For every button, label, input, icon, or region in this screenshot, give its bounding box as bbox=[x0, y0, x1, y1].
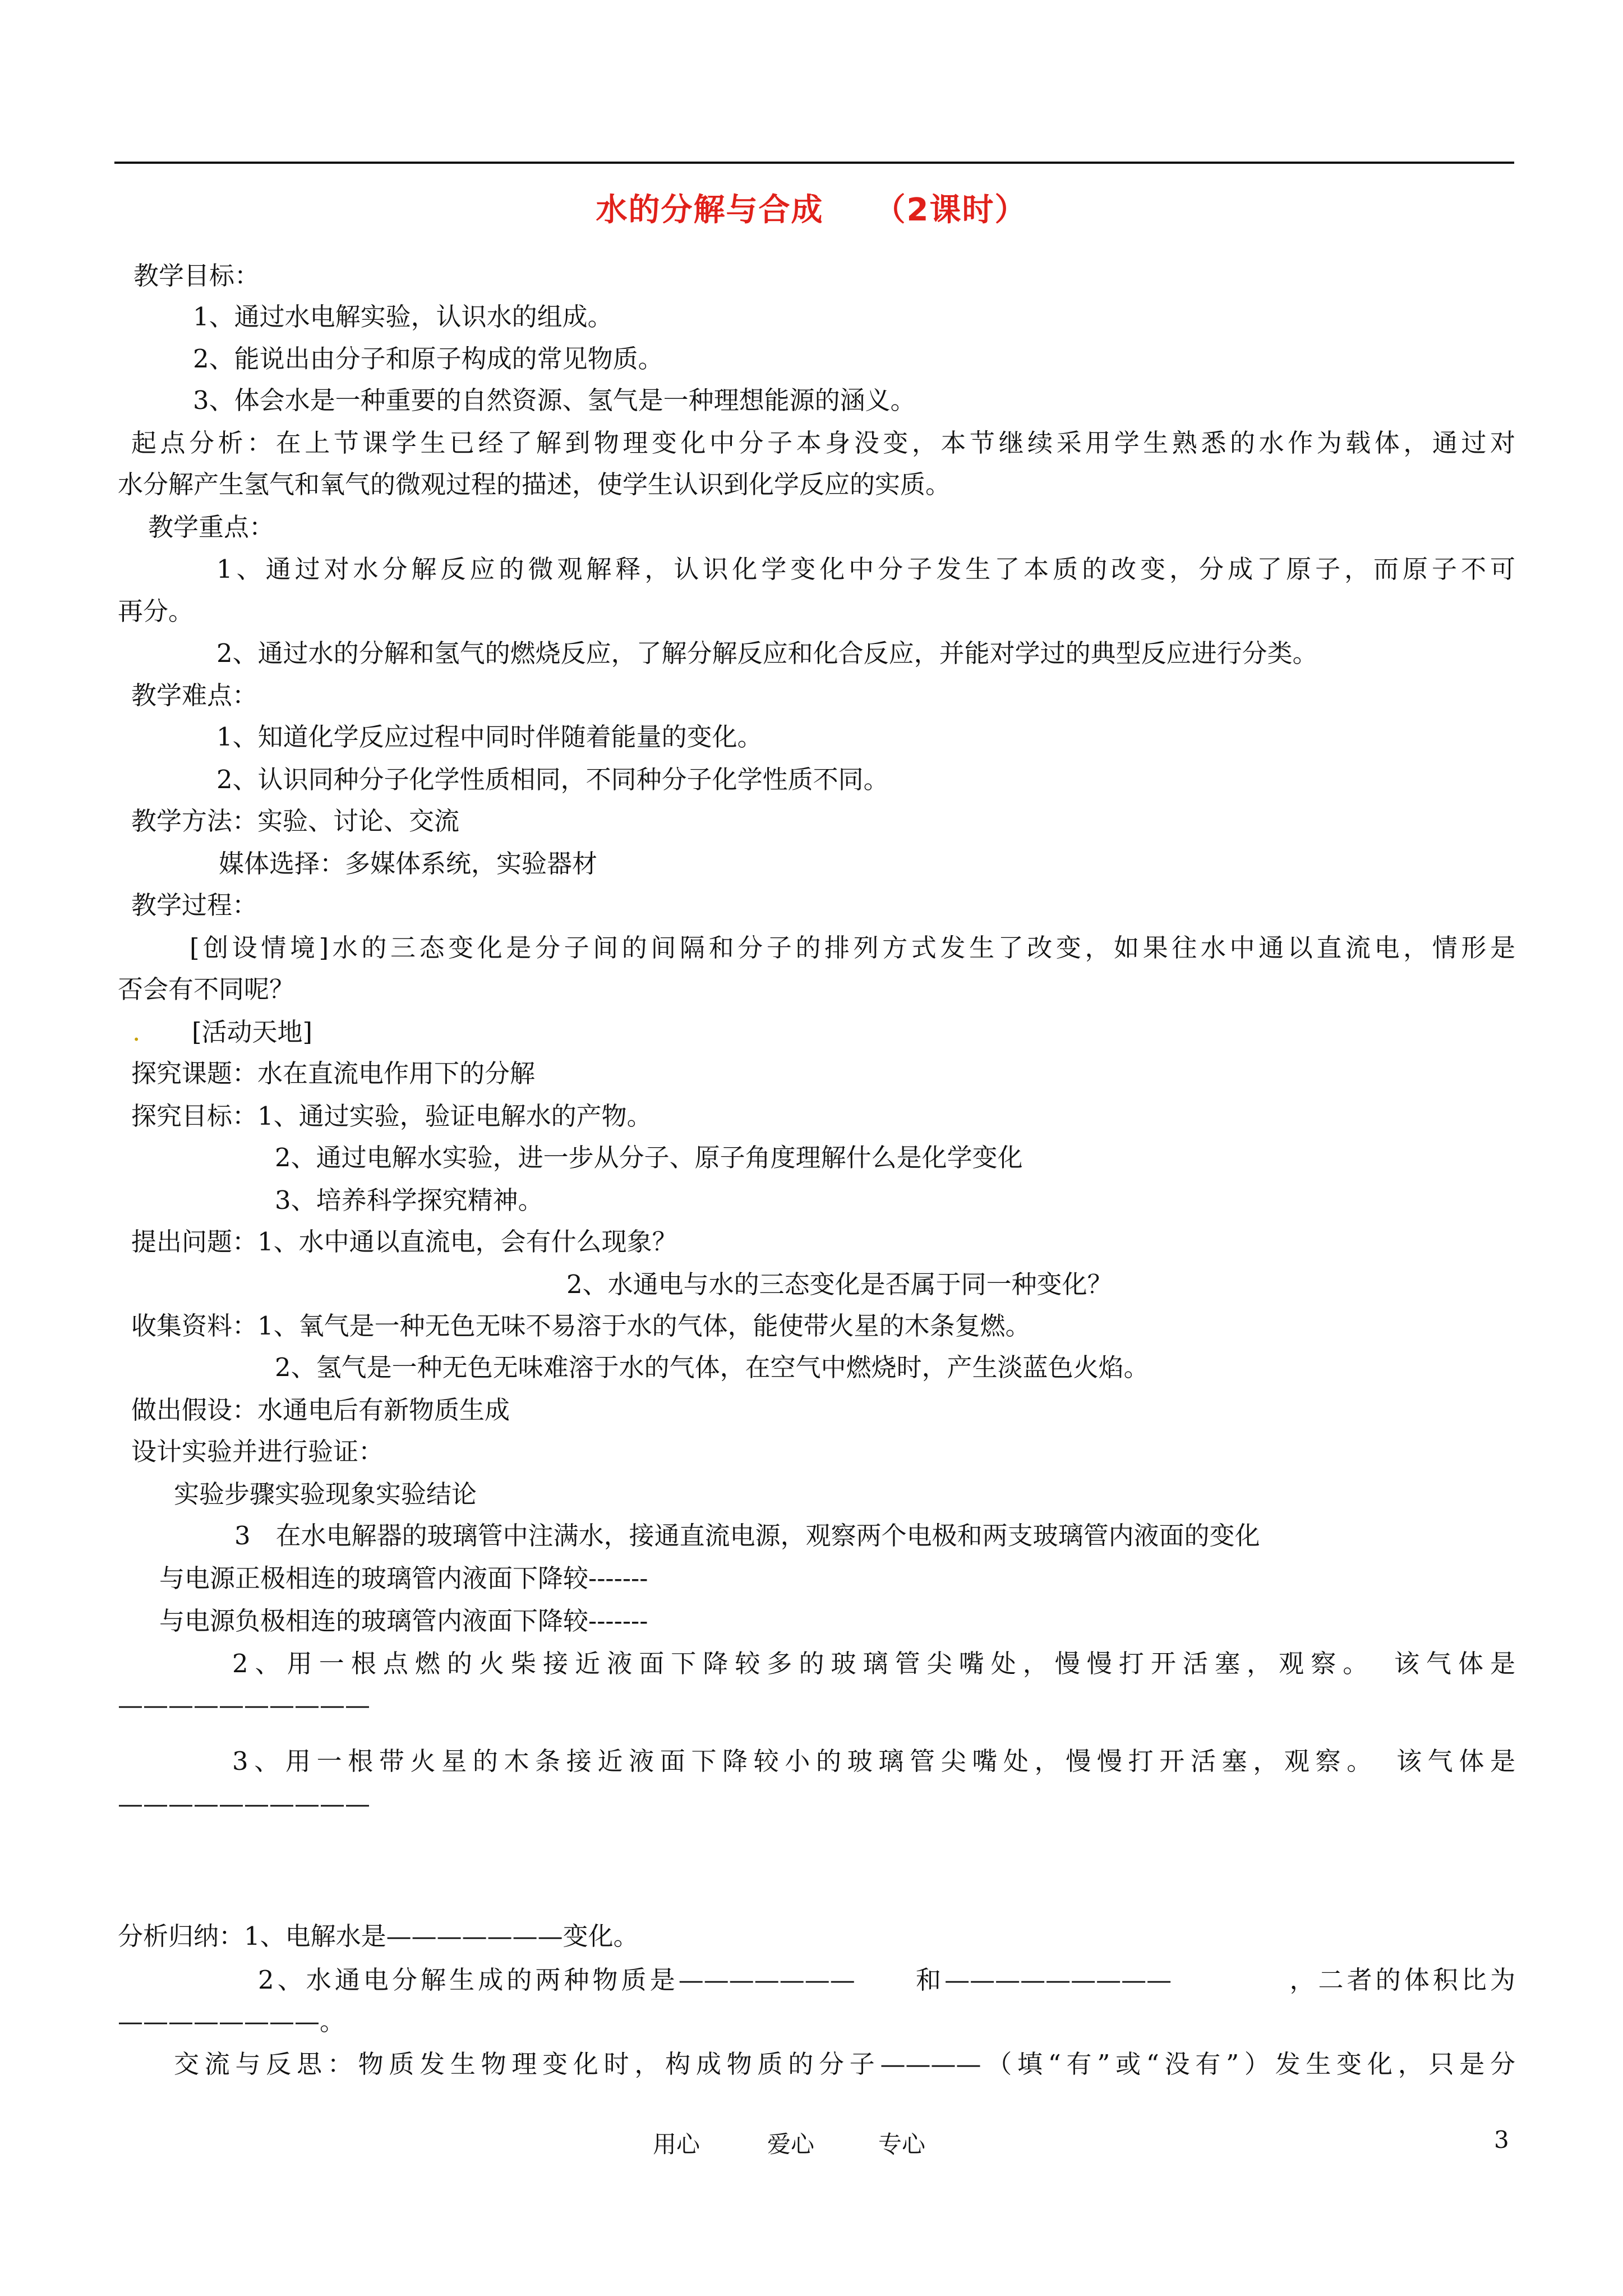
text-line: 再分。 bbox=[118, 596, 194, 626]
text-line: 与电源正极相连的玻璃管内液面下降较------- bbox=[159, 1563, 648, 1593]
text-line: 教学方法：实验、讨论、交流 bbox=[131, 806, 460, 836]
text-line: 与电源负极相连的玻璃管内液面下降较------- bbox=[159, 1606, 648, 1636]
text-line: 2、认识同种分子化学性质相同，不同种分子化学性质不同。 bbox=[216, 765, 889, 794]
text-line: 2、用一根点燃的火柴接近液面下降较多的玻璃管尖嘴处，慢慢打开活塞，观察。 该气体是 bbox=[232, 1649, 1515, 1678]
text-line: 否会有不同呢？ bbox=[118, 974, 295, 1004]
text-line: 2、水通电分解生成的两种物质是——————— 和————————— ，二者的体积比为 bbox=[258, 1965, 1515, 1995]
text-line: 收集资料：1、氧气是一种无色无味不易溶于水的气体，能使带火星的木条复燃。 bbox=[131, 1311, 1031, 1341]
text-line: 2、氢气是一种无色无味难溶于水的气体，在空气中燃烧时，产生淡蓝色火焰。 bbox=[275, 1352, 1149, 1382]
text-line: 设计实验并进行验证： bbox=[131, 1437, 384, 1466]
text-line: 3、体会水是一种重要的自然资源、氢气是一种理想能源的涵义。 bbox=[193, 385, 916, 415]
title-sub: （2课时） bbox=[874, 192, 1027, 228]
text-line: 水分解产生氢气和氧气的微观过程的描述，使学生认识到化学反应的实质。 bbox=[118, 470, 951, 499]
page-number: 3 bbox=[1494, 2126, 1509, 2154]
text-line: 教学过程： bbox=[131, 890, 258, 920]
text-line: —————————— bbox=[118, 1789, 370, 1819]
footer-text: 用心 bbox=[653, 2131, 700, 2158]
text-line: 实验步骤实验现象实验结论 bbox=[174, 1479, 477, 1509]
text-line: 2、水通电与水的三态变化是否属于同一种变化？ bbox=[566, 1269, 1113, 1299]
text-line: 3、用一根带火星的木条接近液面下降较小的玻璃管尖嘴处，慢慢打开活塞，观察。 该气体是 bbox=[232, 1746, 1515, 1776]
text-line: —————————— bbox=[118, 1690, 370, 1720]
text-line: 3 在水电解器的玻璃管中注满水，接通直流电源，观察两个电极和两支玻璃管内液面的变化 bbox=[234, 1521, 1260, 1550]
mark-dot: . bbox=[132, 1017, 141, 1047]
title-main: 水的分解与合成 bbox=[596, 192, 824, 228]
text-line: 2、通过水的分解和氢气的燃烧反应，了解分解反应和化合反应，并能对学过的典型反应进行分类。 bbox=[216, 638, 1318, 668]
text-line: 1、知道化学反应过程中同时伴随着能量的变化。 bbox=[216, 722, 763, 752]
text-line: 探究课题：水在直流电作用下的分解 bbox=[131, 1059, 536, 1088]
footer-text: 爱心 bbox=[767, 2131, 815, 2158]
text-line: 分析归纳：1、电解水是———————变化。 bbox=[118, 1921, 639, 1951]
text-line: 2、能说出由分子和原子构成的常见物质。 bbox=[193, 344, 663, 374]
text-line: 教学难点： bbox=[131, 680, 258, 710]
header-rule bbox=[114, 162, 1514, 164]
text-line: [创设情境]水的三态变化是分子间的间隔和分子的排列方式发生了改变，如果往水中通以直流电，情形是 bbox=[190, 933, 1515, 963]
text-line: ————————。 bbox=[118, 2007, 345, 2036]
text-line: 交流与反思：物质发生物理变化时，构成物质的分子————（填“有”或“没有”）发生变化，只是分 bbox=[174, 2049, 1515, 2079]
text-line: 教学重点： bbox=[148, 512, 275, 542]
text-line: [活动天地] bbox=[192, 1017, 313, 1047]
text-line: 3、培养科学探究精神。 bbox=[275, 1185, 543, 1215]
footer-text: 专心 bbox=[878, 2131, 926, 2158]
text-line: 做出假设：水通电后有新物质生成 bbox=[131, 1395, 510, 1425]
text-line: 1、通过水电解实验，认识水的组成。 bbox=[193, 302, 613, 332]
text-line: 探究目标：1、通过实验，验证电解水的产物。 bbox=[131, 1101, 652, 1131]
text-line: 提出问题：1、水中通以直流电，会有什么现象？ bbox=[131, 1227, 677, 1257]
page-title bbox=[0, 185, 1623, 230]
text-line: 起点分析：在上节课学生已经了解到物理变化中分子本身没变，本节继续采用学生熟悉的水作为载体，通过对 bbox=[131, 428, 1515, 458]
text-line: 1、通过对水分解反应的微观解释，认识化学变化中分子发生了本质的改变，分成了原子，而原子不可 bbox=[216, 554, 1515, 584]
text-line: 2、通过电解水实验，进一步从分子、原子角度理解什么是化学变化 bbox=[275, 1143, 1023, 1172]
text-line: 媒体选择：多媒体系统，实验器材 bbox=[219, 849, 598, 878]
text-line: 教学目标： bbox=[133, 261, 260, 291]
